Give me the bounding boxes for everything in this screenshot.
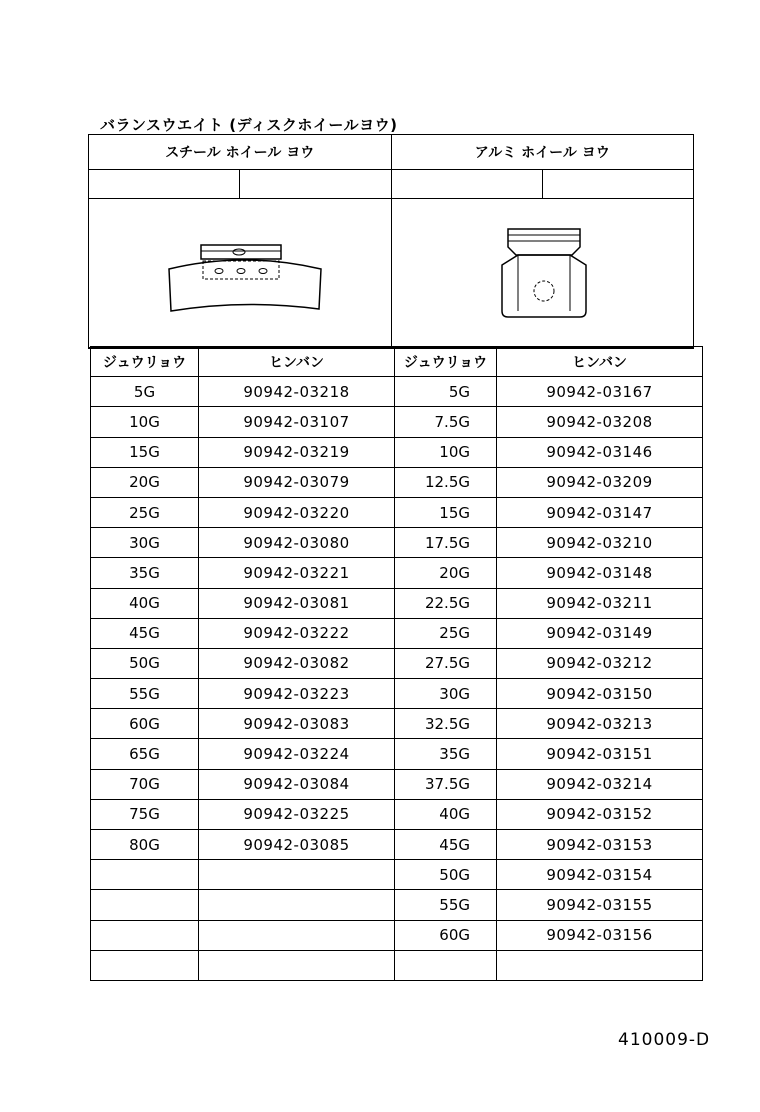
table-row [91, 588, 703, 618]
alum-part-number-cell: 90942-03156 [497, 920, 703, 950]
table-row [91, 377, 703, 407]
table-row [91, 709, 703, 739]
table-row [91, 860, 703, 890]
alum-weight-cell: 45G [395, 830, 497, 860]
steel-weight-cell: 20G [91, 467, 199, 497]
alum-part-number-cell: 90942-03210 [497, 528, 703, 558]
alum-part-number-cell: 90942-03214 [497, 769, 703, 799]
alum-weight-cell: 55G [395, 890, 497, 920]
steel-part-number-cell: 90942-03220 [199, 497, 395, 527]
steel-weight-cell: 15G [91, 437, 199, 467]
alum-weight-cell: 60G [395, 920, 497, 950]
steel-weight-cell: 55G [91, 679, 199, 709]
parts-table-body [91, 377, 703, 981]
steel-weight-cell: 30G [91, 528, 199, 558]
steel-weight-cell: 80G [91, 830, 199, 860]
steel-part-number-cell: 90942-03223 [199, 679, 395, 709]
steel-part-number-cell: 90942-03085 [199, 830, 395, 860]
table-row [91, 497, 703, 527]
alum-part-number-cell: 90942-03155 [497, 890, 703, 920]
blank-cell [543, 170, 693, 198]
alum-part-number-cell: 90942-03213 [497, 709, 703, 739]
steel-part-number-cell: 90942-03221 [199, 558, 395, 588]
alum-part-column-header: ヒンバン [497, 347, 703, 377]
alum-part-number-cell: 90942-03209 [497, 467, 703, 497]
steel-weight-cell: 40G [91, 588, 199, 618]
steel-part-number-cell: 90942-03107 [199, 407, 395, 437]
alum-part-number-cell: 90942-03211 [497, 588, 703, 618]
alum-part-number-cell: 90942-03208 [497, 407, 703, 437]
steel-part-number-cell: 90942-03218 [199, 377, 395, 407]
empty-cell [395, 950, 497, 980]
alum-part-number-cell: 90942-03147 [497, 497, 703, 527]
steel-weight-cell: 70G [91, 769, 199, 799]
steel-weight-cell: 35G [91, 558, 199, 588]
steel-part-column-header: ヒンバン [199, 347, 395, 377]
steel-part-number-cell: 90942-03079 [199, 467, 395, 497]
alum-weight-cell: 5G [395, 377, 497, 407]
steel-weight-cell: 75G [91, 799, 199, 829]
alum-part-number-cell: 90942-03146 [497, 437, 703, 467]
blank-cell [392, 170, 543, 198]
table-row [91, 920, 703, 950]
table-row [91, 890, 703, 920]
table-row [91, 799, 703, 829]
steel-weight-cell: 60G [91, 709, 199, 739]
steel-part-number-cell: 90942-03083 [199, 709, 395, 739]
table-row [91, 830, 703, 860]
alum-weight-cell: 17.5G [395, 528, 497, 558]
alum-weight-cell: 15G [395, 497, 497, 527]
steel-weight-drawing [89, 199, 391, 347]
alum-part-number-cell: 90942-03154 [497, 860, 703, 890]
blank-cell [240, 170, 391, 198]
empty-cell [199, 890, 395, 920]
alum-part-number-cell: 90942-03167 [497, 377, 703, 407]
document-title: バランスウエイト (ディスクホイールヨウ) [100, 116, 398, 134]
empty-cell [199, 920, 395, 950]
table-row [91, 739, 703, 769]
table-row [91, 618, 703, 648]
alum-weight-cell: 37.5G [395, 769, 497, 799]
table-row [91, 558, 703, 588]
empty-cell [199, 950, 395, 980]
steel-part-number-cell: 90942-03219 [199, 437, 395, 467]
empty-cell [91, 890, 199, 920]
alum-weight-cell: 40G [395, 799, 497, 829]
steel-part-number-cell: 90942-03080 [199, 528, 395, 558]
steel-weight-cell: 50G [91, 648, 199, 678]
header-block [88, 134, 694, 349]
diagram-code: 410009-D [618, 1030, 711, 1050]
alum-weight-cell: 7.5G [395, 407, 497, 437]
steel-part-number-cell: 90942-03225 [199, 799, 395, 829]
alum-weight-illustration [392, 199, 694, 347]
steel-part-number-cell: 90942-03084 [199, 769, 395, 799]
table-row [91, 950, 703, 980]
alum-part-number-cell: 90942-03148 [497, 558, 703, 588]
steel-part-number-cell: 90942-03222 [199, 618, 395, 648]
alum-weight-cell: 32.5G [395, 709, 497, 739]
empty-cell [497, 950, 703, 980]
steel-wheel-header: スチール ホイール ヨウ [89, 135, 392, 169]
steel-part-number-cell: 90942-03224 [199, 739, 395, 769]
alum-weight-cell: 35G [395, 739, 497, 769]
alum-part-number-cell: 90942-03149 [497, 618, 703, 648]
steel-weight-illustration [89, 199, 392, 347]
alum-part-number-cell: 90942-03152 [497, 799, 703, 829]
steel-weight-column-header: ジュウリョウ [91, 347, 199, 377]
empty-cell [91, 860, 199, 890]
table-row [91, 769, 703, 799]
steel-weight-cell: 25G [91, 497, 199, 527]
alum-weight-cell: 25G [395, 618, 497, 648]
blank-cell [89, 170, 240, 198]
table-row [91, 679, 703, 709]
steel-weight-cell: 10G [91, 407, 199, 437]
alum-wheel-header: アルミ ホイール ヨウ [474, 145, 610, 161]
empty-cell [91, 920, 199, 950]
alum-weight-cell: 20G [395, 558, 497, 588]
steel-weight-cell: 5G [91, 377, 199, 407]
alum-weight-drawing [392, 199, 694, 347]
alum-weight-column-header: ジュウリョウ [395, 347, 497, 377]
alum-part-number-cell: 90942-03150 [497, 679, 703, 709]
table-row [91, 407, 703, 437]
steel-weight-cell: 65G [91, 739, 199, 769]
alum-weight-cell: 10G [395, 437, 497, 467]
table-row [91, 467, 703, 497]
empty-cell [199, 860, 395, 890]
alum-part-number-cell: 90942-03151 [497, 739, 703, 769]
steel-part-number-cell: 90942-03081 [199, 588, 395, 618]
empty-cell [91, 950, 199, 980]
table-row [91, 437, 703, 467]
steel-part-number-cell: 90942-03082 [199, 648, 395, 678]
parts-table [90, 346, 703, 981]
table-row [91, 528, 703, 558]
alum-weight-cell: 30G [395, 679, 497, 709]
alum-weight-cell: 27.5G [395, 648, 497, 678]
alum-weight-cell: 12.5G [395, 467, 497, 497]
alum-weight-cell: 22.5G [395, 588, 497, 618]
table-row [91, 648, 703, 678]
alum-weight-cell: 50G [395, 860, 497, 890]
alum-part-number-cell: 90942-03153 [497, 830, 703, 860]
steel-weight-cell: 45G [91, 618, 199, 648]
alum-part-number-cell: 90942-03212 [497, 648, 703, 678]
